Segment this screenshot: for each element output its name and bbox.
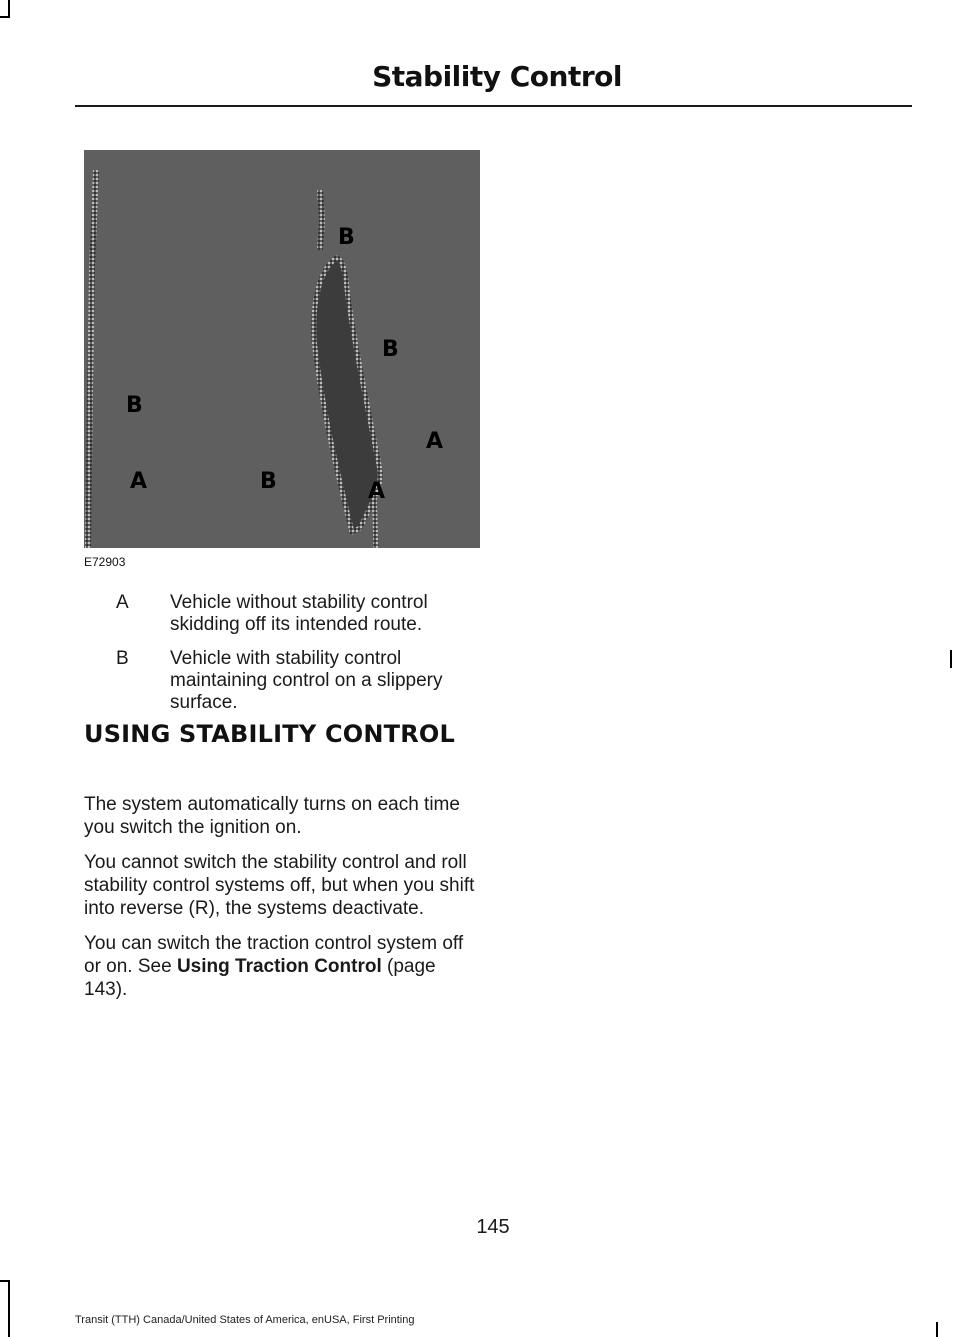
figure-label: B (260, 469, 277, 494)
figure-label: B (126, 393, 143, 418)
crop-mark-bottom-left (8, 1280, 10, 1337)
crop-mark-right (950, 650, 952, 668)
paragraph (84, 932, 480, 1001)
road-edge-top (320, 190, 322, 250)
legend-key: A (116, 592, 129, 613)
section-heading: USING STABILITY CONTROL (84, 720, 456, 748)
figure-label: A (130, 469, 148, 494)
figure-label: B (338, 225, 355, 250)
legend-item (84, 648, 484, 714)
road-edge-left (88, 170, 96, 548)
figure-label: A (368, 479, 386, 504)
paragraph: The system automatically turns on each time you switch the ignition on. (84, 794, 460, 838)
figure-label: A (426, 429, 444, 454)
paragraph: You cannot switch the stability control and roll stability control systems off, but when you shift into reverse (R), the systems deactivate. (84, 852, 475, 919)
cross-reference-link[interactable]: Using Traction Control (176, 956, 382, 977)
paragraph-text: You can switch the traction control system off or on. See (84, 933, 464, 977)
paragraph-text: (page 143). (84, 956, 436, 1000)
figure-legend (84, 592, 484, 726)
figure-label: B (382, 337, 399, 362)
legend-key: B (116, 648, 129, 669)
page-number: 145 (476, 1216, 510, 1238)
crop-mark-bottom-right (936, 1322, 938, 1337)
crop-mark-bottom-left-h (0, 1280, 10, 1282)
crop-mark-top-left-h (0, 16, 10, 18)
stability-illustration (84, 150, 480, 548)
page-header-title: Stability Control (372, 60, 622, 93)
section-body (84, 793, 480, 1013)
figure-id: E72903 (84, 555, 126, 569)
legend-text: Vehicle without stability control skidding off its intended route. (170, 592, 428, 635)
footer-text: Transit (TTH) Canada/United States of America, enUSA, First Printing (75, 1314, 415, 1326)
legend-item (84, 592, 484, 636)
header-rule (75, 105, 912, 107)
legend-text: Vehicle with stability control maintaining control on a slippery surface. (170, 648, 443, 713)
